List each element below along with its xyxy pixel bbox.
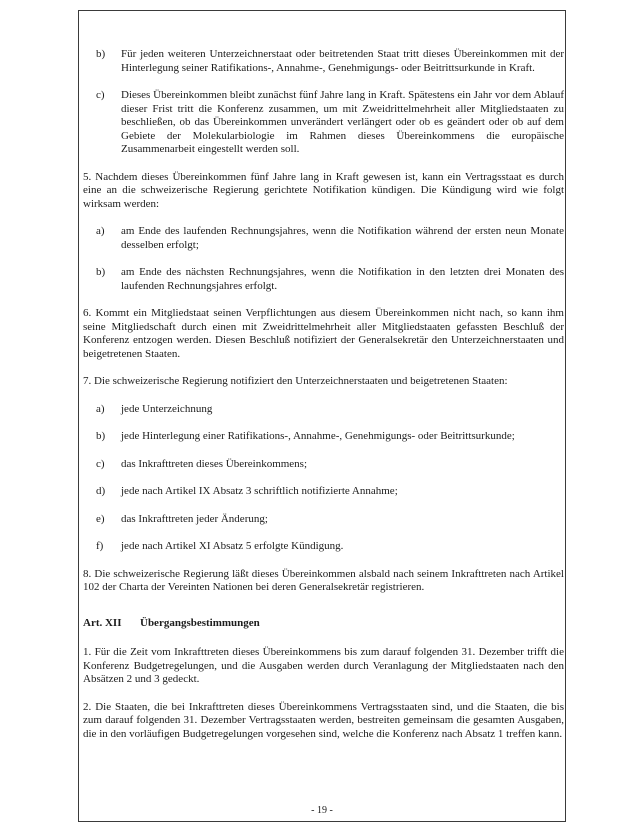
paragraph: 2. Die Staaten, die bei Inkrafttreten dieses Übereinkommens Vertragsstaaten sind, und die Staaten, die bis zum darauf folgenden 31. Dezember Vertragsstaaten werden, bestreiten gemeinsam die gesamten Ausgaben, die in den vorläufigen Budgetregelungen vorgesehen sind, welche die Konferenz nach Absatz 1 treffen kann. xyxy=(83,700,564,740)
list-item-marker: b) xyxy=(96,48,106,60)
list-item-marker: b) xyxy=(96,266,106,278)
list-item-marker: c) xyxy=(96,89,105,101)
paragraph: 5. Nachdem dieses Übereinkommen fünf Jahre lang in Kraft gewesen ist, kann ein Vertragsstaat es durch eine an die schweizerische Regierung gerichtete Notifikation kündigen. Die Kündigung wird wie folgt wirksam werden: xyxy=(83,170,564,210)
list-item xyxy=(96,458,564,472)
list-item-marker: f) xyxy=(96,540,104,552)
document-content xyxy=(83,48,564,755)
list-item xyxy=(96,403,564,417)
list-item-marker: d) xyxy=(96,485,106,497)
list-item-text: das Inkrafttreten dieses Übereinkommens; xyxy=(121,457,308,470)
list-item-text: am Ende des nächsten Rechnungsjahres, wenn die Notifikation in den letzten drei Monaten des laufenden Rechnungsjahres erfolgt. xyxy=(121,266,564,292)
article-title: Übergangsbestimmungen xyxy=(140,616,260,629)
list-item-text: jede Hinterlegung einer Ratifikations-, Annahme-, Genehmigungs- oder Beitrittsurkunde; xyxy=(121,430,515,442)
paragraph: 8. Die schweizerische Regierung läßt dieses Übereinkommen alsbald nach seinem Inkrafttreten nach Artikel 102 der Charta der Vereinten Nationen bei deren Generalsekretär registrieren. xyxy=(83,567,564,593)
page-number: - 19 - xyxy=(311,805,333,816)
list-item xyxy=(96,225,564,252)
list-item-text: jede nach Artikel IX Absatz 3 schriftlich notifizierte Annahme; xyxy=(121,485,398,497)
list-item xyxy=(96,485,564,499)
list-item-text: das Inkrafttreten jeder Änderung; xyxy=(121,512,268,525)
list-item-text: jede Unterzeichnung xyxy=(121,402,213,415)
list-item-text: Für jeden weiteren Unterzeichnerstaat oder beitretenden Staat tritt dieses Übereinkommen mit der Hinterlegung seiner Ratifikations-, Annahme-, Genehmigungs- oder Beitrittsurkunde in Kraft. xyxy=(121,48,564,74)
list-item xyxy=(96,266,564,293)
list-item-marker: b) xyxy=(96,430,106,442)
article-heading xyxy=(83,617,564,631)
list-item-marker: c) xyxy=(96,457,105,470)
list-item-marker: a) xyxy=(96,225,105,237)
article-number: Art. XII xyxy=(83,616,122,629)
list-item-text: Dieses Übereinkommen bleibt zunächst fünf Jahre lang in Kraft. Spätestens ein Jahr vor dem Ablauf dieser Frist tritt die Konferenz zusammen, um mit Zweidrittelmehrheit aller Mitgliedstaaten zu beschließen, ob das Übereinkommen unverändert verlängert oder ob es geändert oder ob auf dem Gebiete der Molekularbiologie im Rahmen dieses Übereinkommens die europäische Zusammenarbeit eingestellt werden soll. xyxy=(121,89,564,155)
list-item-text: jede nach Artikel XI Absatz 5 erfolgte Kündigung. xyxy=(121,540,344,552)
list-item-marker: e) xyxy=(96,512,105,525)
list-item xyxy=(96,48,564,75)
paragraph: 1. Für die Zeit vom Inkrafttreten dieses Übereinkommens bis zum darauf folgenden 31. Dezember trifft die Konferenz Budgetregelungen, und die Ausgaben werden durch Veranlagung der Mitgliedstaaten nach den Absätzen 2 und 3 gedeckt. xyxy=(83,646,564,685)
list-item-marker: a) xyxy=(96,402,105,415)
list-item xyxy=(96,540,564,554)
list-item xyxy=(96,430,564,444)
list-item xyxy=(96,89,564,157)
paragraph: 6. Kommt ein Mitgliedstaat seinen Verpflichtungen aus diesem Übereinkommen nicht nach, so kann ihm seine Mitgliedschaft durch einen mit Zweidrittelmehrheit aller Mitgliedstaaten gefassten Beschluß der Konferenz entzogen werden. Diesen Beschluß notifiziert der Generalsekretär den Unterzeichnerstaaten und beigetretenen Staaten. xyxy=(83,307,564,360)
list-item xyxy=(96,513,564,527)
paragraph: 7. Die schweizerische Regierung notifiziert den Unterzeichnerstaaten und beigetretenen Staaten: xyxy=(83,375,508,387)
list-item-text: am Ende des laufenden Rechnungsjahres, wenn die Notifikation während der ersten neun Monate desselben erfolgt; xyxy=(121,225,564,251)
